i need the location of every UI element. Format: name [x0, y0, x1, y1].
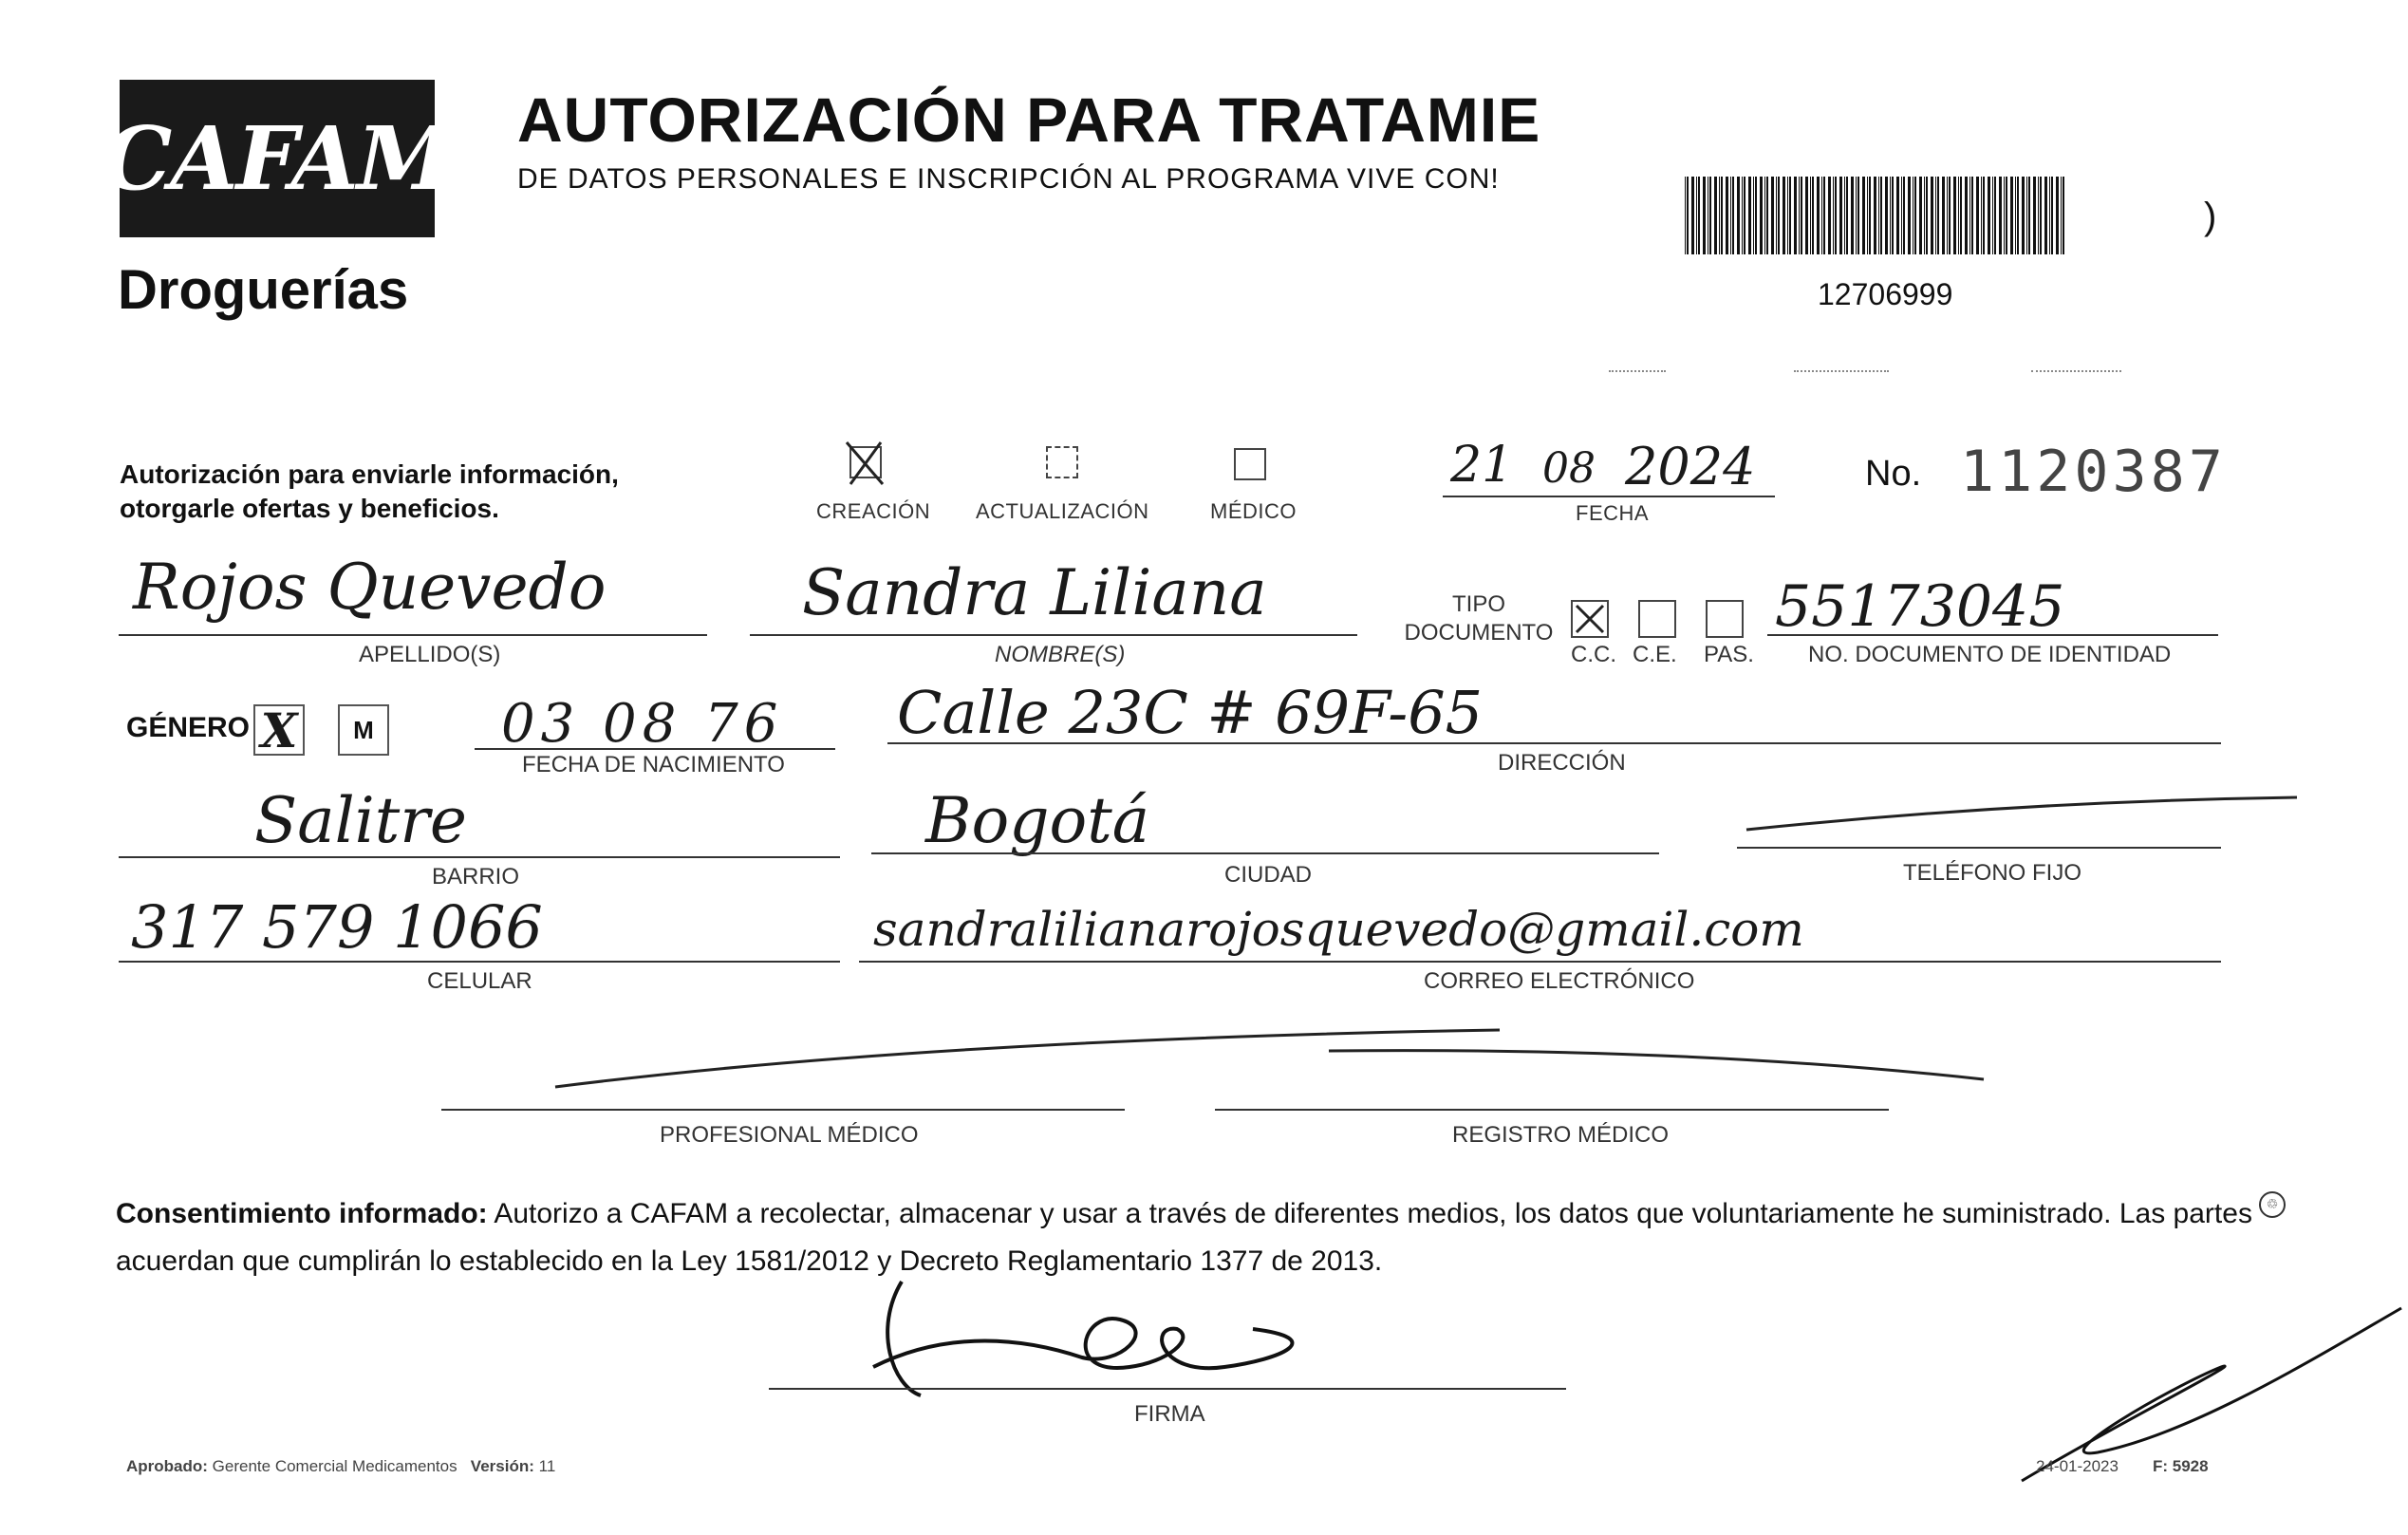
barcode-bar [1935, 177, 1936, 254]
barcode-bar [2040, 177, 2042, 254]
apellidos-label: APELLIDO(S) [359, 642, 501, 667]
direccion-label: DIRECCIÓN [1498, 750, 1626, 776]
barcode-bar [1732, 177, 1734, 254]
consent-paragraph [116, 1190, 2327, 1285]
barcode-bar [2061, 177, 2062, 254]
barcode-bar [1687, 177, 1689, 254]
barcode-bar [1924, 177, 1925, 254]
barcode-bar [1691, 177, 1694, 254]
barcode-bar [1969, 177, 1970, 254]
genero-f-box[interactable] [253, 704, 305, 756]
consent-text: Autorizo a CAFAM a recolectar, almacenar y usar a través de diferentes medios, los datos que voluntariamente he suministrado. Las partes acuerdan que cumplirán lo establecido en la Ley 1581/2012 y Decreto Reglamentario 1377 de 2013. [116, 1198, 2252, 1277]
barcode-bar [1994, 177, 1996, 254]
checkmark-icon [1571, 600, 1609, 638]
celular-label: CELULAR [427, 968, 532, 994]
tipo-documento-label: TIPO DOCUMENTO [1404, 591, 1554, 646]
barcode-bar [1992, 177, 1993, 254]
barcode-bar [1867, 177, 1868, 254]
barcode-bar [1787, 177, 1788, 254]
barcode-bar [1874, 177, 1876, 254]
barcode-bar [1892, 177, 1894, 254]
barcode-number: 12706999 [1818, 277, 1953, 311]
option-label-creacion: CREACIÓN [816, 499, 931, 523]
barcode-bar [1839, 177, 1842, 254]
barcode-bar [1880, 177, 1882, 254]
barcode-bar [1947, 177, 1948, 254]
barcode-bar [1878, 177, 1879, 254]
barcode-bar [1778, 177, 1780, 254]
barcode-bar [1817, 177, 1820, 254]
registro-line [1215, 1109, 1889, 1111]
barcode-bar [1999, 177, 2002, 254]
doc-number-label: NO. DOCUMENTO DE IDENTIDAD [1808, 642, 2172, 667]
celular-line [119, 961, 840, 963]
correo-line [859, 961, 2221, 963]
telefono-line [1737, 847, 2221, 849]
nacimiento-value[interactable]: 03 08 76 [501, 693, 784, 755]
nacimiento-label: FECHA DE NACIMIENTO [522, 752, 785, 777]
barrio-value[interactable]: Salitre [254, 784, 467, 857]
consent-title: Consentimiento informado: [116, 1198, 488, 1229]
barcode-bar [1960, 177, 1962, 254]
barcode-bar [2004, 177, 2005, 254]
barcode-bar [1805, 177, 1808, 254]
barcode-bar [1696, 177, 1697, 254]
doc-number-line [1767, 634, 2218, 636]
barcode-bar [1869, 177, 1871, 254]
barcode-bar [1823, 177, 1825, 254]
barcode-bar [1896, 177, 1899, 254]
barcode-bar [1742, 177, 1743, 254]
version-label: Versión: [470, 1457, 534, 1475]
barcode-bar [1771, 177, 1774, 254]
correo-value[interactable]: sandralilianarojosquevedo@gmail.com [873, 902, 1804, 957]
footer-approval [126, 1457, 555, 1476]
nombres-value[interactable]: Sandra Liliana [802, 556, 1267, 629]
barcode-bar [1810, 177, 1811, 254]
barcode-bar [1783, 177, 1785, 254]
barcode-bar [1953, 177, 1956, 254]
checkbox-actualizacion[interactable] [1046, 446, 1078, 478]
fecha-day[interactable]: 21 [1450, 437, 1514, 494]
barcode-bar [2028, 177, 2030, 254]
dash-mark [2031, 370, 2121, 372]
doc-number-value[interactable]: 55173045 [1775, 573, 2065, 640]
barcode-bar [1748, 177, 1751, 254]
footer-date: 24-01-2023 [2036, 1457, 2119, 1475]
barcode-bar [1937, 177, 1939, 254]
barcode-bar [2044, 177, 2047, 254]
nombres-label: NOMBRE(S) [995, 642, 1126, 667]
doc-type-label-cc: C.C. [1571, 642, 1616, 667]
recycle-icon: ♲ [2259, 1191, 2286, 1218]
telefono-label: TELÉFONO FIJO [1903, 860, 2082, 886]
nacimiento-line [475, 748, 835, 750]
barcode-bar [1753, 177, 1754, 254]
barcode-bar [2010, 177, 2013, 254]
barcode-bar [1812, 177, 1814, 254]
barcode-bar [1976, 177, 1979, 254]
barcode-bar [1971, 177, 1973, 254]
genero-m-box[interactable] [338, 704, 389, 756]
barcode-bar [2017, 177, 2019, 254]
barcode-bar [1851, 177, 1854, 254]
barcode-bar [2063, 177, 2064, 254]
aprobado-label: Aprobado: [126, 1457, 208, 1475]
checkbox-pas[interactable] [1706, 600, 1744, 638]
barrio-label: BARRIO [432, 864, 520, 889]
genero-f-mark: X [260, 702, 298, 758]
ciudad-value[interactable]: Bogotá [925, 784, 1150, 857]
apellidos-value[interactable]: Rojos Quevedo [133, 551, 607, 624]
barcode-bar [1942, 177, 1945, 254]
barcode-bar [1703, 177, 1706, 254]
firma-label: FIRMA [1134, 1401, 1205, 1427]
profesional-label: PROFESIONAL MÉDICO [660, 1122, 919, 1148]
barcode-bar [1755, 177, 1757, 254]
barcode-bar [2022, 177, 2025, 254]
ciudad-line [871, 852, 1659, 854]
barcode-bar [1821, 177, 1822, 254]
barcode-bar [1799, 177, 1800, 254]
barcode-bar [1833, 177, 1834, 254]
barcode-bar [1744, 177, 1745, 254]
checkbox-medico[interactable] [1234, 448, 1266, 480]
form-number: 1120387 [1960, 439, 2227, 505]
fecha-label: FECHA [1576, 501, 1650, 525]
barcode-bar [2049, 177, 2050, 254]
barcode-bar [1789, 177, 1791, 254]
barcode-bar [1983, 177, 1985, 254]
profesional-strike-mark [551, 1020, 1993, 1096]
doc-type-label-pas: PAS. [1704, 642, 1754, 667]
barcode-bar [1828, 177, 1831, 254]
barcode-bar [1709, 177, 1711, 254]
barcode-bar [1908, 177, 1911, 254]
barcode-bar [1926, 177, 1928, 254]
barcode-bar [1862, 177, 1865, 254]
option-label-actualizacion: ACTUALIZACIÓN [976, 499, 1149, 523]
direccion-value[interactable]: Calle 23C # 69F-65 [897, 678, 1484, 747]
fecha-year[interactable]: 2024 [1625, 437, 1756, 496]
apellidos-line [119, 634, 707, 636]
barcode-bar [1766, 177, 1768, 254]
signature-mark [835, 1272, 1348, 1405]
barcode-bar [1857, 177, 1859, 254]
barcode-bar [1919, 177, 1922, 254]
barrio-line [119, 856, 840, 858]
barcode-bar [1958, 177, 1959, 254]
barcode-bar [1714, 177, 1717, 254]
genero-m-label: M [353, 715, 374, 744]
version-value: 11 [538, 1457, 556, 1475]
barcode-bar [2038, 177, 2039, 254]
logo-text: CAFAM [103, 107, 452, 210]
footer-code: F: 5928 [2153, 1457, 2209, 1475]
barcode-bar [1949, 177, 1951, 254]
checkmark-icon [843, 439, 888, 488]
barcode-bar [1719, 177, 1720, 254]
ciudad-label: CIUDAD [1224, 862, 1313, 888]
dash-mark [1794, 370, 1889, 372]
barcode-bar [1698, 177, 1700, 254]
barcode-bar [1737, 177, 1740, 254]
barcode-bar [1856, 177, 1857, 254]
barcode-bar [1846, 177, 1848, 254]
barcode-bar [2033, 177, 2036, 254]
barcode-bar [1844, 177, 1845, 254]
barcode-bar [1901, 177, 1902, 254]
form-title: AUTORIZACIÓN PARA TRATAMIE [517, 84, 1541, 155]
barcode-bar [2026, 177, 2027, 254]
firma-line [769, 1388, 1566, 1390]
form-subtitle: DE DATOS PERSONALES E INSCRIPCIÓN AL PROGRAMA VIVE CON! [517, 163, 1500, 195]
telefono-strike-mark [1737, 788, 2306, 864]
barcode-bar [1885, 177, 1888, 254]
brand-subtitle: Droguerías [118, 259, 409, 321]
barcode-bar [2015, 177, 2016, 254]
authorization-text: Autorización para enviarle información, otorgarle ofertas y beneficios. [120, 459, 619, 523]
dash-mark [1609, 370, 1666, 372]
celular-value[interactable]: 317 579 1066 [131, 892, 543, 962]
bracket-mark: ) [2204, 196, 2217, 237]
barcode-bar [2056, 177, 2059, 254]
barcode-bar [1764, 177, 1765, 254]
barcode-bar [1835, 177, 1837, 254]
direccion-line [887, 742, 2221, 744]
registro-label: REGISTRO MÉDICO [1452, 1122, 1670, 1148]
barcode-bar [2006, 177, 2007, 254]
barcode-bar [1760, 177, 1763, 254]
fecha-month[interactable]: 08 [1542, 444, 1596, 493]
checkbox-ce[interactable] [1638, 600, 1676, 638]
genero-label: GÉNERO [126, 712, 251, 743]
barcode-bar [1685, 177, 1686, 254]
barcode-bar [1721, 177, 1723, 254]
nombres-line [750, 634, 1357, 636]
barcode-bar [2051, 177, 2053, 254]
barcode [1685, 177, 2066, 254]
correo-label: CORREO ELECTRÓNICO [1424, 968, 1695, 994]
option-label-medico: MÉDICO [1210, 499, 1297, 523]
barcode-bar [1776, 177, 1777, 254]
barcode-bar [1981, 177, 1982, 254]
barcode-bar [1794, 177, 1797, 254]
doc-type-label-ce: C.E. [1633, 642, 1677, 667]
barcode-bar [1801, 177, 1802, 254]
barcode-bar [1730, 177, 1731, 254]
barcode-bar [1726, 177, 1728, 254]
aprobado-value: Gerente Comercial Medicamentos [212, 1457, 457, 1475]
number-label: No. [1865, 454, 1922, 494]
barcode-bar [1903, 177, 1905, 254]
barcode-bar [1931, 177, 1933, 254]
barcode-bar [1965, 177, 1968, 254]
barcode-bar [1988, 177, 1990, 254]
fecha-line [1443, 496, 1775, 497]
barcode-bar [1914, 177, 1916, 254]
cafam-logo [103, 80, 452, 237]
barcode-bar [1890, 177, 1891, 254]
profesional-line [441, 1109, 1125, 1111]
